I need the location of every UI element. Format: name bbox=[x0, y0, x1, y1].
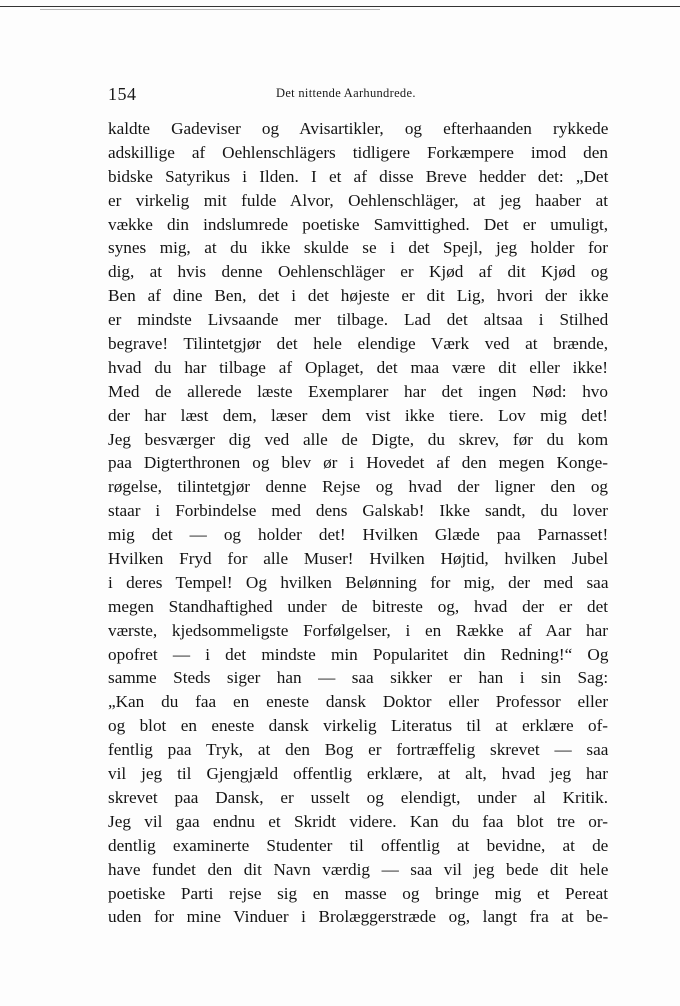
text-line: kaldte Gadeviser og Avisartikler, og efterhaanden rykkede bbox=[108, 119, 609, 138]
text-line: samme Steds siger han — saa sikker er han i sin Sag: bbox=[108, 668, 609, 688]
text-line: poetiske Parti rejse sig en masse og bringe mig et Pereat bbox=[108, 883, 608, 903]
page-header bbox=[108, 84, 608, 108]
text-line: adskillige af Oehlenschlägers tidligere Forkæmpere imod den bbox=[108, 142, 608, 162]
text-line: hvad du har tilbage af Oplaget, det maa være dit eller ikke! bbox=[108, 357, 608, 377]
running-title: Det nittende Aarhundrede. bbox=[276, 86, 416, 100]
text-line: vil jeg til Gjengjæld offentlig erklære, at alt, hvad jeg har bbox=[108, 764, 608, 784]
text-line: Hvilken Fryd for alle Muser! Hvilken Højtid, hvilken Jubel bbox=[108, 549, 609, 569]
text-line: der har læst dem, læser dem vist ikke tiere. Lov mig det! bbox=[108, 405, 609, 425]
body-text bbox=[108, 117, 608, 929]
text-line: paa Digterthronen og blev ør i Hovedet af den megen Konge- bbox=[108, 453, 608, 473]
text-line: dentlig examinerte Studenter til offentlig at bevidne, at de bbox=[108, 835, 609, 855]
text-line: røgelse, tilintetgjør denne Rejse og hvad der ligner den og bbox=[108, 477, 609, 497]
text-line: værste, kjedsommeligste Forfølgelser, i en Række af Aar har bbox=[108, 620, 608, 640]
text-line: Ben af dine Ben, det i det højeste er dit Lig, hvori der ikke bbox=[108, 286, 609, 306]
text-line: er virkelig mit fulde Alvor, Oehlenschläger, at jeg haaber at bbox=[108, 190, 608, 210]
text-line: bidske Satyrikus i Ilden. I et af disse Breve hedder det: „Det bbox=[108, 166, 609, 186]
text-line: Med de allerede læste Exemplarer har det ingen Nød: hvo bbox=[108, 381, 608, 401]
page-number: 154 bbox=[108, 84, 137, 104]
text-line: „Kan du faa en eneste dansk Doktor eller Professor eller bbox=[108, 692, 609, 712]
text-line: og blot en eneste dansk virkelig Literatus til at erklære of- bbox=[108, 716, 609, 736]
text-line: i deres Tempel! Og hvilken Belønning for mig, der med saa bbox=[108, 572, 609, 592]
text-line: opofret — i det mindste min Popularitet din Redning!“ Og bbox=[108, 644, 609, 664]
text-line: Jeg vil gaa endnu et Skridt videre. Kan du faa blot tre or- bbox=[108, 811, 608, 831]
top-edge-rule-faint bbox=[40, 9, 380, 10]
top-edge-rule bbox=[0, 6, 680, 7]
text-line: uden for mine Vinduer i Brolæggerstræde og, langt fra at be- bbox=[108, 907, 609, 927]
text-line: mig det — og holder det! Hvilken Glæde paa Parnasset! bbox=[108, 525, 609, 545]
text-line: dig, at hvis denne Oehlenschläger er Kjød af dit Kjød og bbox=[108, 262, 609, 282]
text-line: skrevet paa Dansk, er usselt og elendigt, under al Kritik. bbox=[108, 787, 608, 807]
text-line: begrave! Tilintetgjør det hele elendige Værk ved at brænde, bbox=[108, 334, 608, 354]
text-line: staar i Forbindelse med dens Galskab! Ikke sandt, du lover bbox=[108, 501, 608, 521]
text-line: synes mig, at du ikke skulde se i det Spejl, jeg holder for bbox=[108, 238, 608, 258]
text-line: megen Standhaftighed under de bitreste og, hvad der er det bbox=[108, 596, 608, 616]
text-line: have fundet den dit Navn værdig — saa vil jeg bede dit hele bbox=[108, 859, 609, 879]
text-line: Jeg besværger dig ved alle de Digte, du skrev, før du kom bbox=[108, 429, 609, 449]
text-line: vække din indslumrede poetiske Samvittighed. Det er umuligt, bbox=[108, 214, 609, 234]
text-line: fentlig paa Tryk, at den Bog er fortræffelig skrevet — saa bbox=[108, 740, 609, 760]
text-line: er mindste Livsaande mer tilbage. Lad det altsaa i Stilhed bbox=[108, 310, 609, 330]
